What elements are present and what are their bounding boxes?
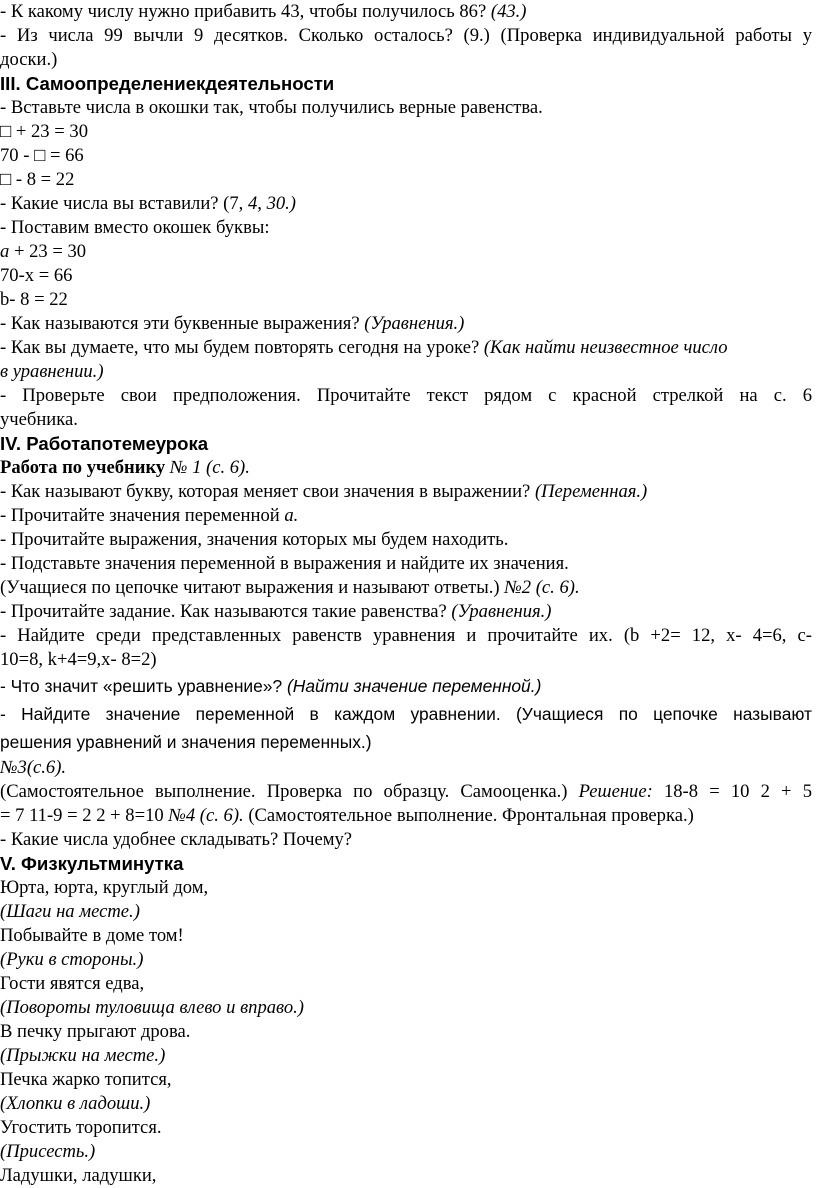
poem-instruction: (Повороты туловища влево и вправо.) [0,997,305,1018]
section-heading-iv: IV. Работапотемеурока [0,433,209,454]
independent-work: (Самостоятельное выполнение. Проверка по образцу. Самооценка.) Решение: 18-8 = 10 2 + 5 [0,781,813,802]
textbook-work: Работа по учебнику № 1 (с. 6). [0,457,250,478]
question-subtract-tens-cont: доски.) [0,49,58,70]
task-find-equations: - Найдите среди представленных равенств уравнения и прочитайте их. (b +2= 12, х- 4=6, с- [0,625,812,646]
question-subtract-tens: - Из числа 99 вычли 9 десятков. Сколько осталось? (9.) (Проверка индивидуальной работы у [0,25,812,46]
poem-instruction: (Прыжки на месте.) [0,1045,166,1066]
task-check-assumptions: - Проверьте свои предположения. Прочитайте текст рядом с красной стрелкой на с. 6 [0,385,812,406]
question-convenient-numbers: - Какие числа удобнее складывать? Почему? [0,829,353,850]
students-chain-reading: (Учащиеся по цепочке читают выражения и называют ответы.) №2 (с. 6). [0,577,580,598]
question-which-numbers: - Какие числа вы вставили? (7, 4, 30.) [0,193,296,214]
poem-line: Побывайте в доме том! [0,925,184,946]
task-substitute: - Подставьте значения переменной в выражения и найдите их значения. [0,553,569,574]
task-find-equations-cont: 10=8, k+4=9,х- 8=2) [0,649,157,670]
question-expressions-name: - Как называются эти буквенные выражения? (Уравнения.) [0,313,465,334]
poem-line: Гости явятся едва, [0,973,145,994]
task-find-variable: - Найдите значение переменной в каждом уравнении. (Учащиеся по цепочке называют [0,704,812,724]
task-check-assumptions-cont: учебника. [0,409,78,430]
question-lesson-topic-cont: в уравнении.) [0,361,104,382]
poem-line: В печку прыгают дрова. [0,1021,191,1042]
poem-line: Печка жарко топится, [0,1069,172,1090]
equation-3: □ - 8 = 22 [0,169,75,190]
task-read-expressions: - Прочитайте выражения, значения которых мы будем находить. [0,529,509,550]
answer: (43.) [490,1,527,22]
question-lesson-topic: - Как вы думаете, что мы будем повторять сегодня на уроке? (Как найти неизвестное число [0,337,728,358]
question-equalities: - Прочитайте задание. Как называются такие равенства? (Уравнения.) [0,601,552,622]
poem-instruction: (Шаги на месте.) [0,901,140,922]
poem-instruction: (Присесть.) [0,1141,96,1162]
task-find-variable-cont: решения уравнений и значения переменных.) [0,732,372,752]
question-variable: - Как называют букву, которая меняет свои значения в выражении? (Переменная.) [0,481,648,502]
poem-line: Ладушки, ладушки, [0,1165,157,1186]
poem-instruction: (Руки в стороны.) [0,949,144,970]
question-solve-equation: - Что значит «решить уравнение»? (Найти значение переменной.) [0,676,542,696]
poem-line: Юрта, юрта, круглый дом, [0,877,209,898]
section-heading-v: V. Физкультминутка [0,853,184,874]
letter-equation-3: b- 8 = 22 [0,289,68,310]
task-letters: - Поставим вместо окошек буквы: [0,217,270,238]
letter-equation-2: 70-х = 66 [0,265,73,286]
task-fill-boxes: - Вставьте числа в окошки так, чтобы получились верные равенства. [0,97,543,118]
question-add-43: - К какому числу нужно прибавить 43, чтобы получилось 86? (43.) [0,1,527,22]
poem-instruction: (Хлопки в ладоши.) [0,1093,151,1114]
section-heading-iii: III. Самоопределениекдеятельности [0,73,335,94]
exercise-3: №3(с.6). [0,757,67,778]
letter-equation-1: a + 23 = 30 [0,241,87,262]
task-read-values: - Прочитайте значения переменной а. [0,505,299,526]
independent-work-cont: = 7 11-9 = 2 2 + 8=10 №4 (с. 6). (Самостоятельное выполнение. Фронтальная проверка.) [0,805,694,826]
poem-line: Угостить торопится. [0,1117,162,1138]
equation-2: 70 - □ = 66 [0,145,84,166]
equation-1: □ + 23 = 30 [0,121,88,142]
